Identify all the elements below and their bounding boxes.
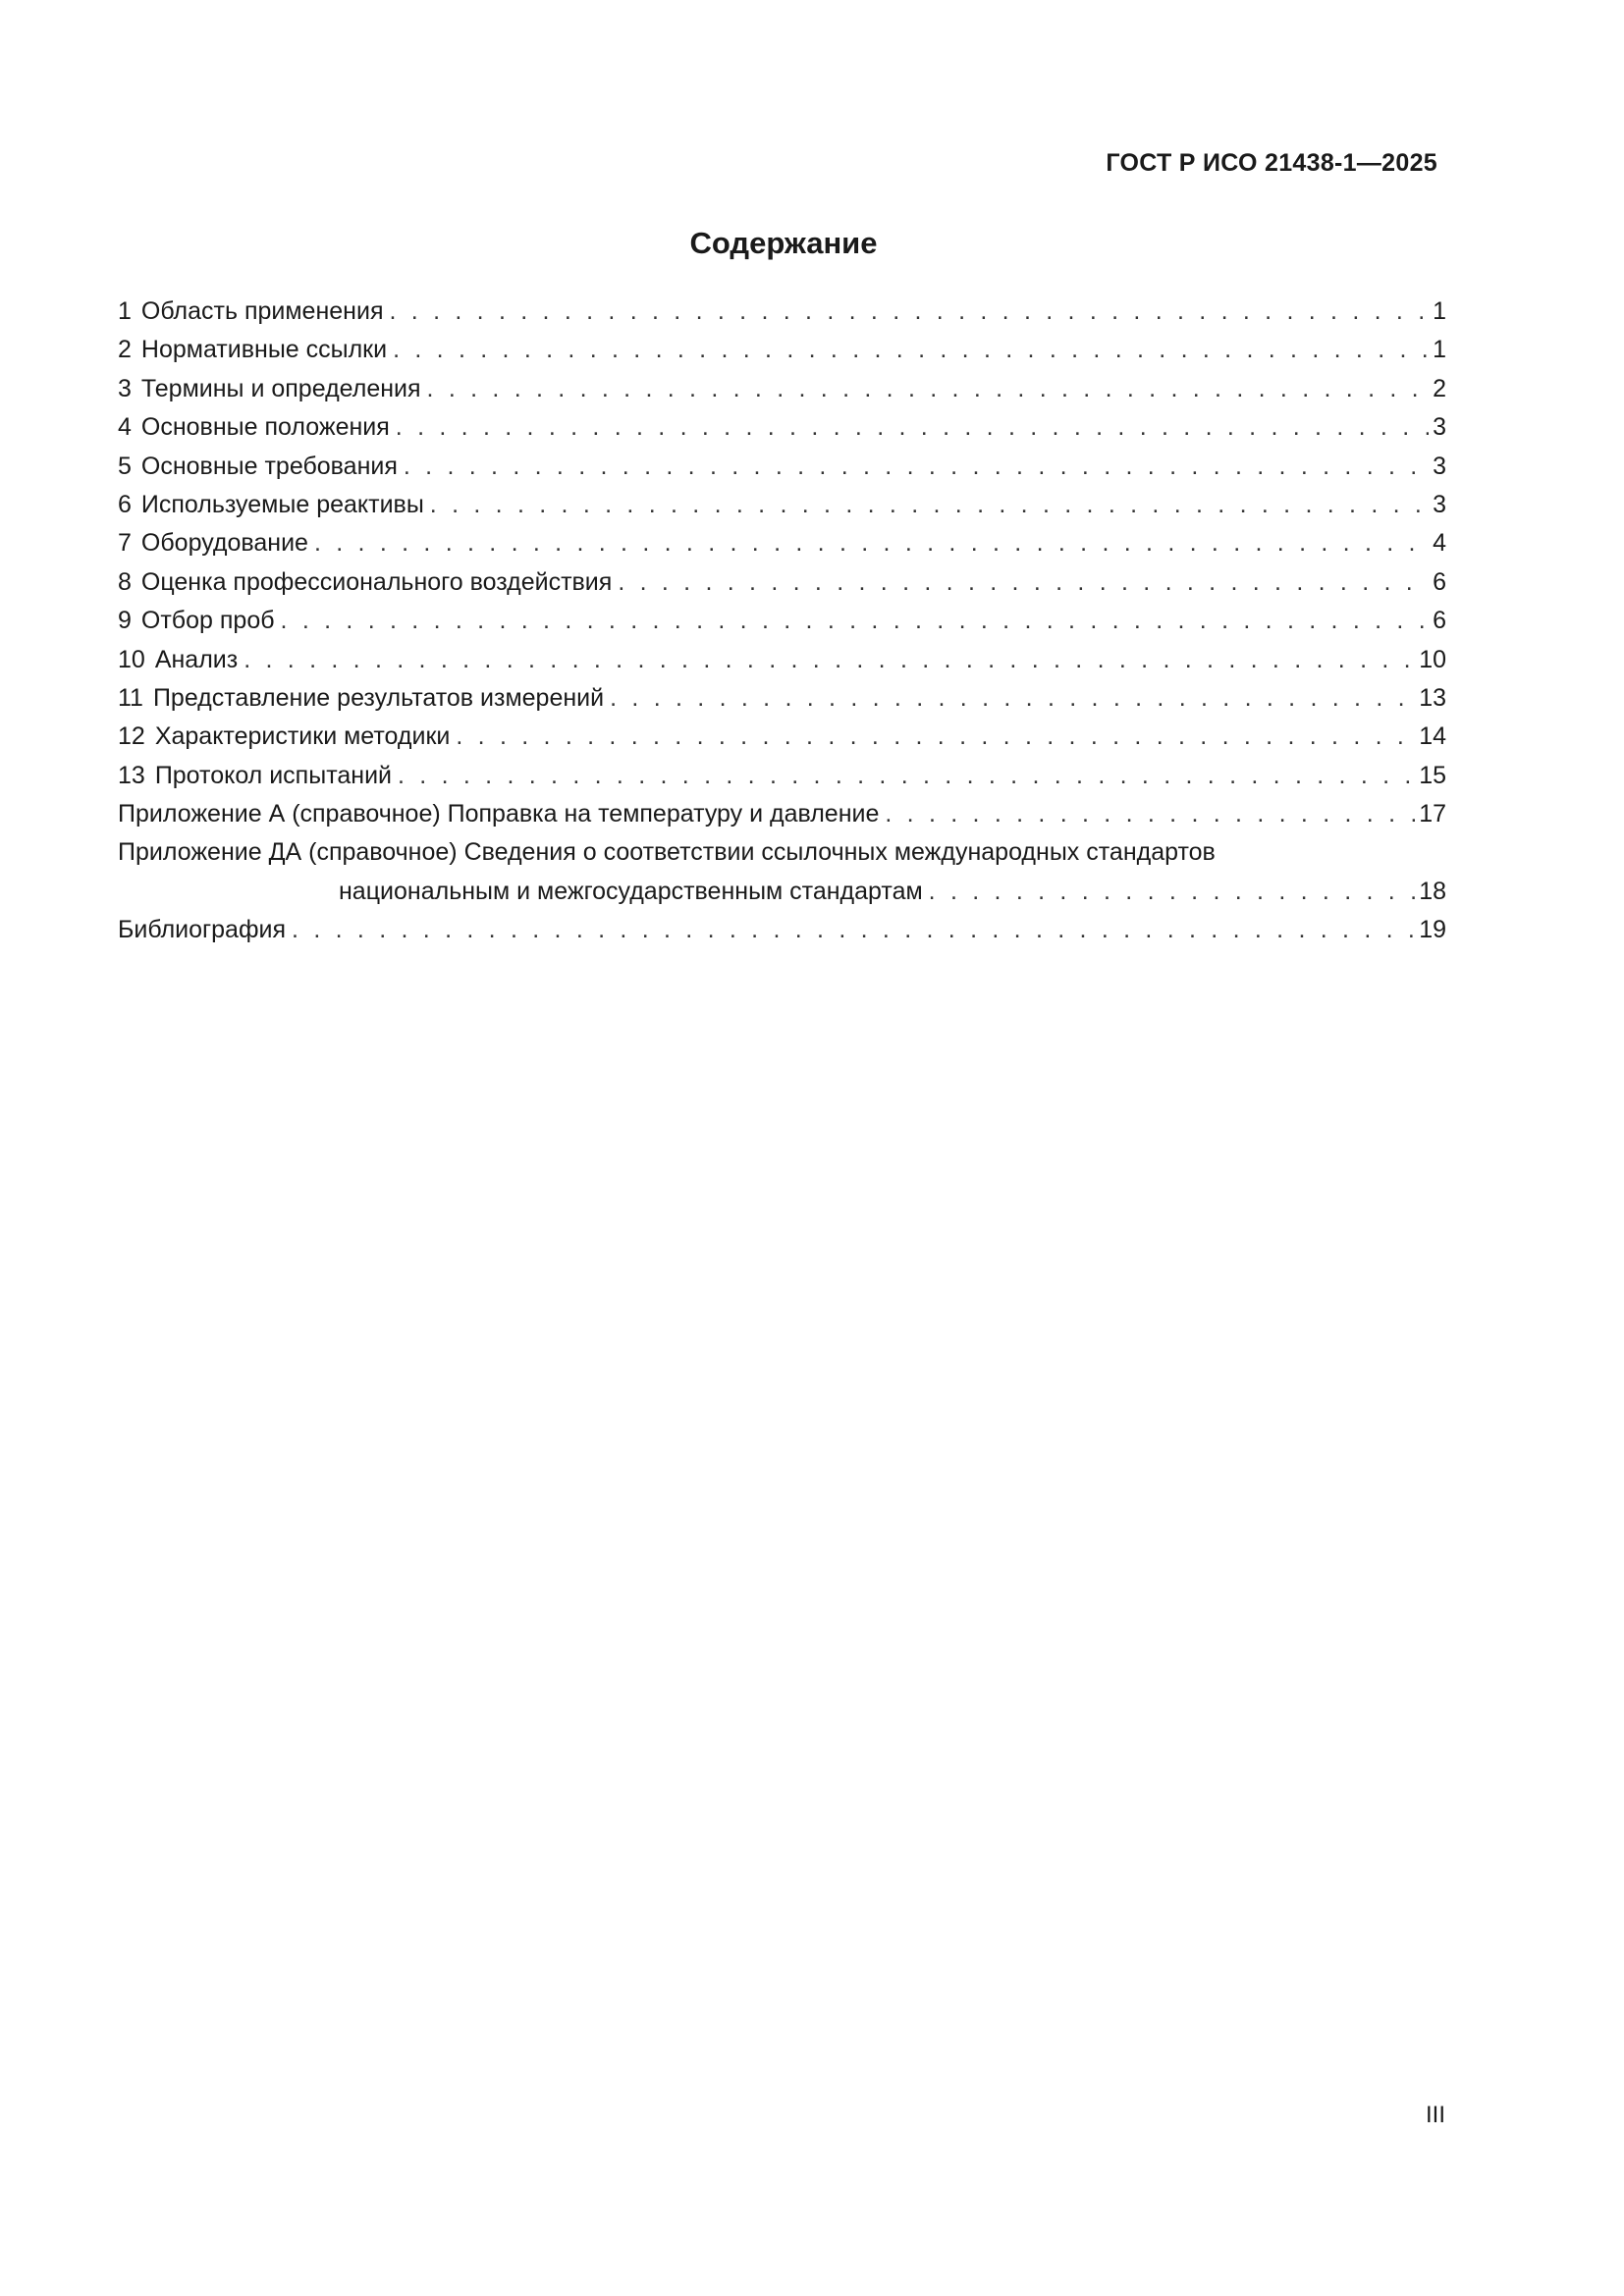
toc-entry[interactable] [118, 679, 1446, 718]
toc-entry-number: 9 [118, 607, 132, 635]
dot-leader [430, 486, 1429, 524]
toc-entry-number: 12 [118, 722, 145, 751]
dot-leader [389, 293, 1429, 331]
dot-leader [244, 641, 1415, 679]
toc-entry-page: 13 [1419, 683, 1446, 712]
dot-leader [885, 795, 1415, 833]
toc-entry[interactable] [118, 408, 1446, 447]
toc-entry-number: 7 [118, 529, 132, 558]
toc-entry[interactable] [118, 602, 1446, 640]
toc-entry-bibliography[interactable] [118, 911, 1446, 949]
dot-leader [398, 757, 1415, 795]
toc-entry-label: Основные положения [140, 413, 390, 442]
toc-entry-label: Отбор проб [140, 607, 275, 635]
toc-entry-number: 5 [118, 452, 132, 480]
dot-leader [610, 679, 1415, 718]
toc-entry-label: Анализ [154, 645, 239, 673]
toc-entry[interactable] [118, 563, 1446, 602]
table-of-contents [118, 293, 1446, 950]
toc-entry-label: Приложение ДА (справочное) Сведения о соответствии ссылочных международных стандартов [118, 838, 1216, 867]
toc-entry-label: Нормативные ссылки [140, 336, 388, 364]
toc-entry-label-continuation: национальным и межгосударственным стандартам [339, 877, 923, 905]
toc-entry-number: 11 [118, 683, 143, 712]
toc-entry-number: 3 [118, 374, 132, 402]
toc-title: Содержание [689, 226, 878, 260]
toc-entry-page: 4 [1433, 529, 1446, 558]
toc-entry[interactable] [118, 757, 1446, 795]
toc-entry[interactable] [118, 486, 1446, 524]
toc-entry-number: 1 [118, 297, 132, 325]
toc-entry[interactable] [118, 641, 1446, 679]
toc-entry-number: 6 [118, 490, 132, 518]
toc-entry-page: 19 [1419, 916, 1446, 944]
toc-entry-page: 2 [1433, 374, 1446, 402]
toc-entry-label: Область применения [140, 297, 384, 325]
dot-leader [396, 408, 1429, 447]
toc-entry-annex-a[interactable] [118, 795, 1446, 833]
dot-leader [456, 718, 1415, 756]
toc-entry-page: 3 [1433, 490, 1446, 518]
dot-leader [618, 563, 1429, 602]
toc-entry-label: Основные требования [140, 452, 398, 480]
toc-entry-page: 18 [1419, 877, 1446, 905]
toc-entry-page: 3 [1433, 413, 1446, 442]
toc-entry-page: 10 [1419, 645, 1446, 673]
toc-entry-label: Характеристики методики [154, 722, 451, 751]
toc-entry-annex-da[interactable] [118, 833, 1446, 911]
toc-entry-number: 4 [118, 413, 132, 442]
toc-entry-page: 14 [1419, 722, 1446, 751]
dot-leader [929, 873, 1416, 911]
toc-entry-label: Библиография [118, 916, 287, 944]
toc-entry-label: Термины и определения [140, 374, 421, 402]
dot-leader [314, 524, 1429, 562]
toc-entry[interactable] [118, 448, 1446, 486]
dot-leader [393, 331, 1429, 369]
toc-entry-label: Оценка профессионального воздействия [140, 567, 613, 596]
toc-entry[interactable] [118, 370, 1446, 408]
toc-entry[interactable] [118, 331, 1446, 369]
toc-entry-label: Приложение А (справочное) Поправка на температуру и давление [118, 800, 880, 828]
toc-entry-label: Используемые реактивы [140, 490, 424, 518]
toc-entry-page: 6 [1433, 607, 1446, 635]
dot-leader [404, 448, 1429, 486]
toc-entry-page: 6 [1433, 567, 1446, 596]
toc-entry-label: Представление результатов измерений [152, 683, 605, 712]
toc-entry-page: 1 [1433, 297, 1446, 325]
toc-entry-number: 13 [118, 761, 145, 789]
toc-entry-number: 10 [118, 645, 145, 673]
toc-entry[interactable] [118, 524, 1446, 562]
toc-entry-number: 8 [118, 567, 132, 596]
toc-entry-page: 3 [1433, 452, 1446, 480]
page-number: III [1425, 2102, 1445, 2128]
toc-entry-label: Протокол испытаний [154, 761, 392, 789]
toc-entry-label: Оборудование [140, 529, 308, 558]
toc-entry[interactable] [118, 293, 1446, 331]
dot-leader [427, 370, 1430, 408]
dot-leader [281, 602, 1430, 640]
toc-entry-page: 15 [1419, 761, 1446, 789]
toc-entry-page: 17 [1419, 800, 1446, 828]
document-code: ГОСТ Р ИСО 21438-1—2025 [1106, 149, 1437, 177]
toc-entry-page: 1 [1433, 336, 1446, 364]
toc-entry-number: 2 [118, 336, 132, 364]
toc-entry[interactable] [118, 718, 1446, 756]
dot-leader [292, 911, 1415, 949]
